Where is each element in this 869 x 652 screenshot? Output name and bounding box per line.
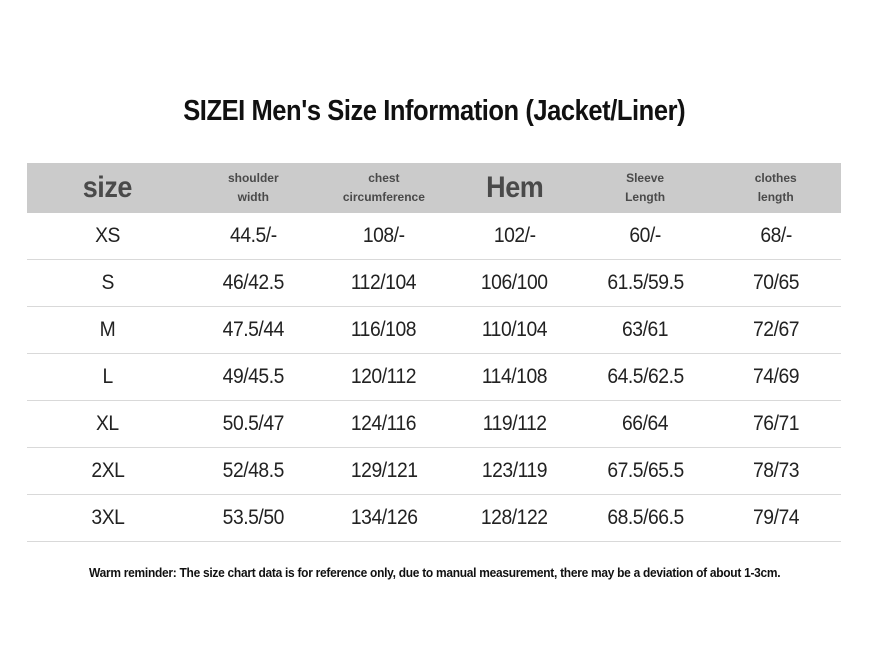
table-row-s (27, 260, 841, 307)
value-cell: 124/116 (351, 412, 417, 435)
value-cell: 67.5/65.5 (606, 459, 684, 482)
table-row-2xl (27, 448, 841, 495)
value-cell: 76/71 (752, 412, 799, 435)
value-cell: 70/65 (752, 271, 799, 294)
value-cell: 123/119 (481, 459, 548, 482)
value-cell: 60/- (629, 224, 661, 247)
value-cell: 129/121 (350, 459, 418, 482)
value-cell: 53.5/50 (222, 506, 284, 529)
value-cell: 50.5/47 (222, 412, 284, 435)
value-cell: 63/61 (622, 318, 669, 341)
value-cell: 110/104 (481, 318, 548, 341)
table-row-xs (27, 213, 841, 260)
value-cell: 74/69 (752, 365, 799, 388)
size-cell: 2XL (90, 459, 125, 482)
value-cell: 66/64 (622, 412, 669, 435)
value-cell: 52/48.5 (222, 459, 284, 482)
table-row-3xl (27, 495, 841, 542)
column-header-chest-circumference: chest circumference (342, 171, 425, 204)
value-cell: 44.5/- (229, 224, 277, 247)
value-cell: 49/45.5 (222, 365, 284, 388)
value-cell: 46/42.5 (222, 271, 284, 294)
value-cell: 116/108 (351, 318, 417, 341)
value-cell: 68/- (759, 224, 792, 247)
size-cell: XL (96, 412, 119, 435)
value-cell: 102/- (493, 224, 536, 247)
warm-reminder-note: Warm reminder: The size chart data is for reference only, due to manual measurement, there may be a deviation of about 1-3cm. (88, 565, 781, 580)
column-header-clothes-length: clothes length (754, 171, 797, 204)
value-cell: 114/108 (481, 365, 548, 388)
size-cell: S (101, 271, 114, 294)
value-cell: 128/122 (481, 506, 548, 529)
value-cell: 68.5/66.5 (606, 506, 684, 529)
value-cell: 47.5/44 (222, 318, 284, 341)
value-cell: 106/100 (481, 271, 548, 294)
column-header-size: size (82, 171, 133, 204)
table-row-m (27, 307, 841, 354)
page-title (0, 95, 869, 128)
size-cell: M (99, 318, 116, 341)
value-cell: 79/74 (752, 506, 799, 529)
size-cell: 3XL (90, 506, 125, 529)
value-cell: 78/73 (752, 459, 799, 482)
value-cell: 61.5/59.5 (606, 271, 684, 294)
size-cell: XS (95, 224, 120, 247)
value-cell: 134/126 (350, 506, 418, 529)
column-header-sleeve-length: Sleeve Length (625, 171, 666, 204)
value-cell: 120/112 (351, 365, 417, 388)
table-row-l (27, 354, 841, 401)
page-title-text: SIZEI Men's Size Information (Jacket/Liner) (183, 95, 686, 127)
value-cell: 64.5/62.5 (606, 365, 684, 388)
table-row-xl (27, 401, 841, 448)
value-cell: 108/- (363, 224, 405, 247)
table-header-row (27, 163, 841, 213)
column-header-hem: Hem (485, 171, 544, 204)
value-cell: 72/67 (752, 318, 799, 341)
size-cell: L (102, 365, 113, 388)
column-header-shoulder-width: shoulder width (227, 171, 279, 204)
value-cell: 119/112 (482, 412, 547, 435)
value-cell: 112/104 (351, 271, 417, 294)
size-table (27, 163, 841, 542)
